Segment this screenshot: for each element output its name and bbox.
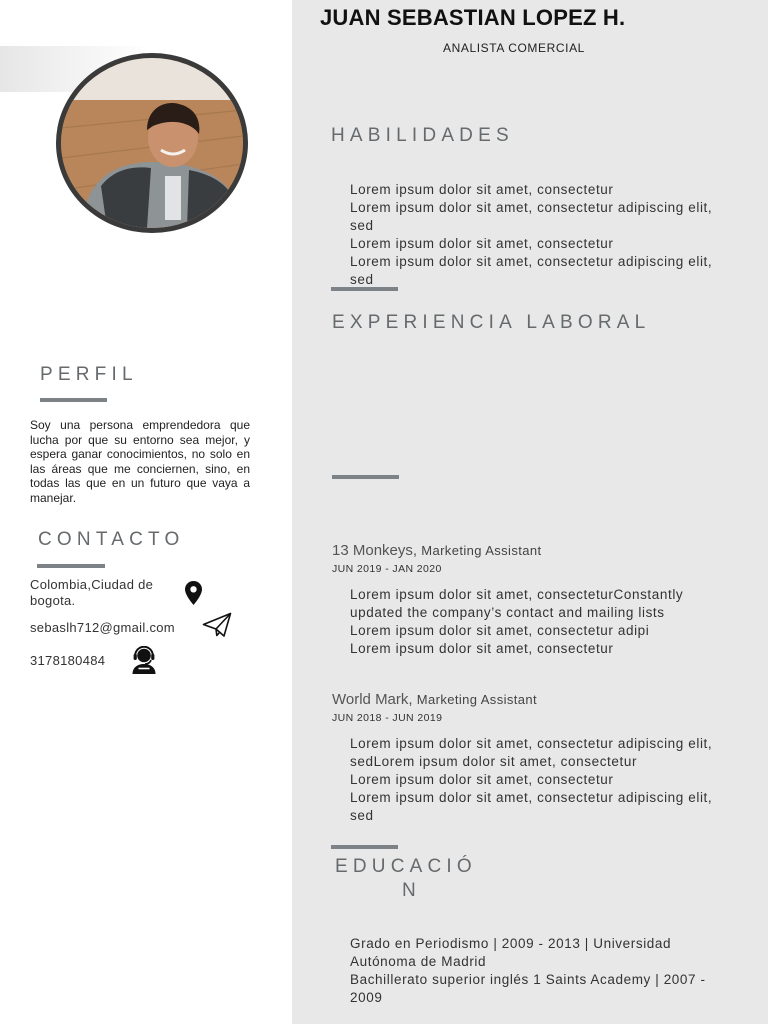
skills-heading: HABILIDADES — [331, 125, 514, 146]
job-company — [332, 691, 537, 708]
skills-list — [350, 181, 730, 289]
education-item: Bachillerato superior inglés 1 Saints Academy | 2007 - 2009 — [350, 972, 706, 1005]
contact-divider — [37, 564, 105, 568]
education-list — [350, 935, 730, 1007]
profile-photo — [56, 53, 248, 233]
skill-item: Lorem ipsum dolor sit amet, consectetur adipiscing elit, sed — [350, 200, 713, 233]
education-item: Grado en Periodismo | 2009 - 2013 | Universidad Autónoma de Madrid — [350, 936, 672, 969]
skill-item: Lorem ipsum dolor sit amet, consectetur — [350, 236, 614, 251]
profile-heading: PERFIL — [40, 364, 138, 385]
contact-location: Colombia,Ciudad de bogota. — [30, 577, 154, 608]
skills-divider — [331, 287, 398, 291]
job-duty: Lorem ipsum dolor sit amet, consecteturConstantly updated the company’s contact and mailing lists — [350, 587, 684, 620]
profile-summary: Soy una persona emprendedora que lucha por que su entorno sea mejor, y espera ganar conocimientos, no solo en las áreas que me conciernen, sino, en todas las que en un futuro que vaya a manejar. — [30, 418, 250, 505]
experience-divider — [332, 475, 399, 479]
skill-item: Lorem ipsum dolor sit amet, consectetur adipiscing elit, sed — [350, 254, 713, 287]
education-heading: EDUCACIÓ — [335, 856, 477, 877]
job-dates: JUN 2018 - JUN 2019 — [332, 712, 443, 724]
profile-photo-illustration — [61, 58, 243, 228]
support-agent-icon — [131, 646, 157, 679]
candidate-name: JUAN SEBASTIAN LOPEZ H. — [320, 5, 626, 30]
job-title: ANALISTA COMERCIAL — [443, 41, 585, 55]
map-pin-icon — [185, 581, 202, 610]
job-duties-list — [350, 735, 730, 825]
job-duty: Lorem ipsum dolor sit amet, consectetur adipiscing elit, sedLorem ipsum dolor sit amet, consectetur — [350, 736, 713, 769]
job-duty: Lorem ipsum dolor sit amet, consectetur adipiscing elit, sed — [350, 790, 713, 823]
education-heading-wrap: N — [402, 880, 421, 901]
education-divider — [331, 845, 398, 849]
contact-phone[interactable]: 3178180484 — [30, 653, 106, 668]
job-duties-list — [350, 586, 730, 658]
contact-heading: CONTACTO — [38, 529, 185, 550]
job-company — [332, 542, 542, 559]
experience-heading: EXPERIENCIA LABORAL — [332, 312, 651, 333]
paper-plane-icon — [202, 612, 232, 643]
company-name: World Mark, — [332, 691, 413, 708]
company-name: 13 Monkeys, — [332, 542, 418, 559]
skill-item: Lorem ipsum dolor sit amet, consectetur — [350, 182, 614, 197]
job-dates: JUN 2019 - JAN 2020 — [332, 563, 442, 575]
job-duty: Lorem ipsum dolor sit amet, consectetur — [350, 641, 614, 656]
contact-email[interactable]: sebaslh712@gmail.com — [30, 620, 175, 635]
job-duty: Lorem ipsum dolor sit amet, consectetur — [350, 772, 614, 787]
job-role: Marketing Assistant — [416, 692, 538, 707]
job-role: Marketing Assistant — [421, 543, 542, 558]
profile-divider — [40, 398, 107, 402]
job-duty: Lorem ipsum dolor sit amet, consectetur adipi — [350, 623, 650, 638]
